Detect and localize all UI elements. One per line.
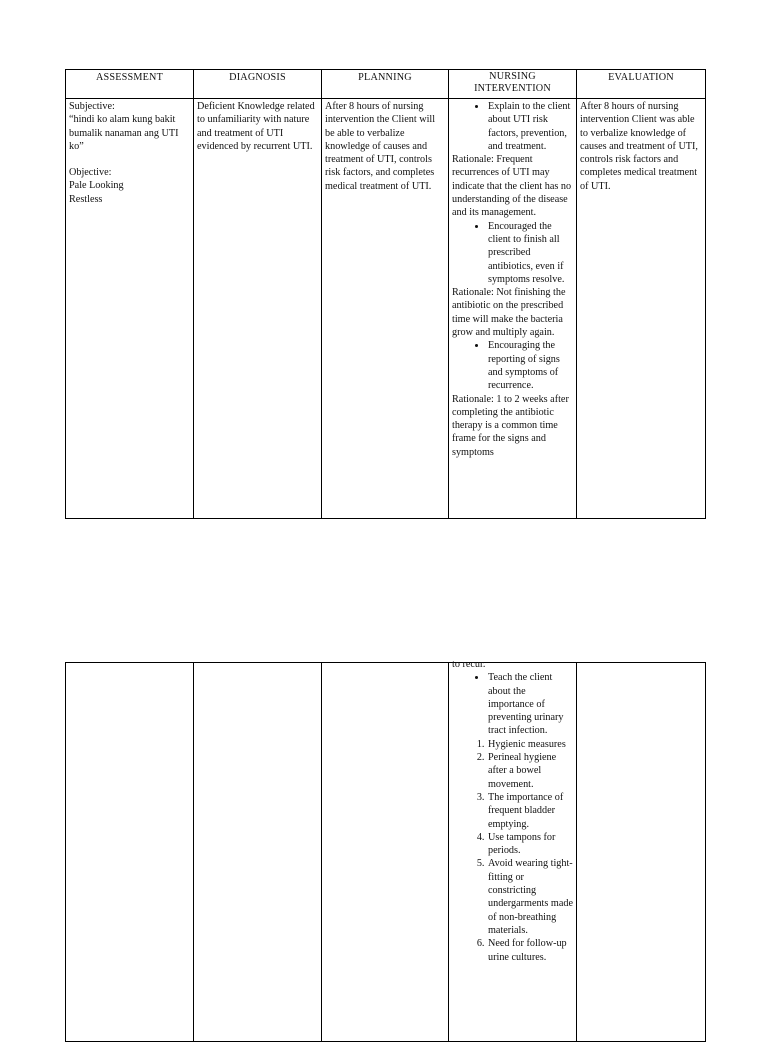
rationale-text: Rationale: 1 to 2 weeks after completing the antibiotic therapy is a common time frame for the signs and symptoms: [452, 393, 569, 458]
header-evaluation: EVALUATION: [577, 70, 706, 99]
planning-cell: [322, 99, 449, 519]
prevention-measure-item: 6. Need for follow-up urine cultures.: [487, 937, 573, 964]
header-nursing-intervention: [449, 70, 577, 99]
evaluation-cell: [577, 99, 706, 519]
continued-rationale-text: to recur.: [452, 659, 486, 670]
intervention-list: [452, 220, 573, 286]
subjective-label: Subjective:: [69, 101, 115, 112]
spacer: [69, 153, 190, 166]
intervention-bullet: • Teach the client about the importance of preventing urinary tract infection.: [487, 671, 573, 737]
prevention-measure-item: 3. The importance of frequent bladder emptying.: [487, 791, 573, 831]
header-assessment: ASSESSMENT: [66, 70, 194, 99]
prevention-measure-item: 1. Hygienic measures: [487, 738, 573, 751]
intervention-cell: [449, 99, 577, 519]
planning-cell-continued: [322, 663, 449, 1042]
header-planning: PLANNING: [322, 70, 449, 99]
header-diagnosis: DIAGNOSIS: [194, 70, 322, 99]
rationale-text: Rationale: Not finishing the antibiotic on the prescribed time will make the bacteria grow and multiply again.: [452, 287, 566, 339]
diagnosis-cell-continued: [194, 663, 322, 1042]
evaluation-cell-continued: [577, 663, 706, 1042]
intervention-cell-continued: [449, 659, 577, 1042]
prevention-measure-item: 2. Perineal hygiene after a bowel movement.: [487, 751, 573, 791]
prevention-measures-list: [452, 738, 573, 964]
care-plan-table-page2: [65, 659, 706, 1042]
intervention-content: [452, 100, 573, 517]
header-row: [66, 70, 706, 99]
diagnosis-text: Deficient Knowledge related to unfamiliarity with nature and treatment of UTI evidenced by recurrent UTI.: [197, 101, 315, 152]
intervention-content-continued: [452, 658, 573, 1018]
intervention-list: [452, 100, 573, 153]
planning-text: After 8 hours of nursing intervention the Client will be able to verbalize knowledge of causes and treatment of UTI, controls risk factors, and completes medical treatment of UTI.: [325, 101, 436, 192]
diagnosis-cell: [194, 99, 322, 519]
prevention-measure-item: 5. Avoid wearing tight-fitting or constricting undergarments made of non-breathing materials.: [487, 857, 573, 937]
continuation-row: [66, 663, 706, 1042]
care-plan-table-page1: [65, 69, 706, 519]
subjective-quote: “hindi ko alam kung bakit bumalik nanaman ang UTI ko”: [69, 114, 179, 152]
content-row: [66, 99, 706, 519]
assessment-cell-continued: [66, 663, 194, 1042]
prevention-measure-item: 4. Use tampons for periods.: [487, 831, 573, 858]
rationale-text: Rationale: Frequent recurrences of UTI may indicate that the client has no understanding of the disease and its management.: [452, 154, 572, 219]
intervention-bullet: • Explain to the client about UTI risk factors, prevention, and treatment.: [487, 100, 573, 153]
objective-item: Pale Looking: [69, 180, 124, 192]
intervention-list: [452, 339, 573, 392]
evaluation-text: After 8 hours of nursing intervention Client was able to verbalize knowledge of causes and treatment of UTI, controls risk factors and completes medical treatment of UTI.: [580, 101, 698, 192]
assessment-cell: [66, 99, 194, 519]
intervention-bullet: • Encouraged the client to finish all prescribed antibiotics, even if symptoms resolve.: [487, 220, 573, 286]
header-nursing-intervention-text: NURSING INTERVENTION: [474, 71, 551, 94]
objective-label: Objective:: [69, 167, 112, 179]
intervention-list: [452, 671, 573, 737]
objective-item: Restless: [69, 193, 103, 205]
intervention-bullet: • Encouraging the reporting of signs and symptoms of recurrence.: [487, 339, 573, 392]
